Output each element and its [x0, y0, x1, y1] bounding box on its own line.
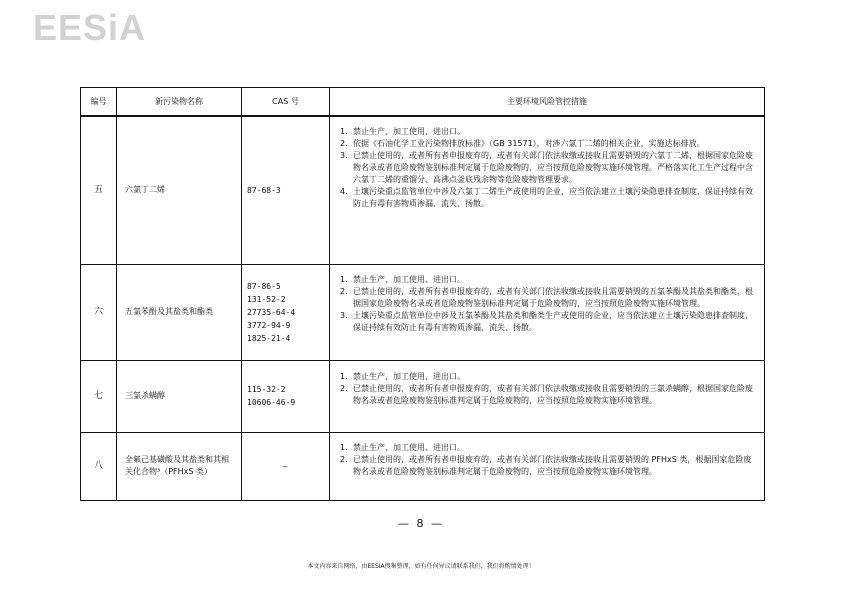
measure-item: 3. 土壤污染重点监管单位中涉及五氯苯酚及其盐类和酯类生产或使用的企业，应当依法建立土壤污染隐患排查制度，保证持续有效防止有毒有害物质渗漏、流失、扬散。: [340, 310, 753, 332]
cas-number: 27735-64-4: [247, 307, 296, 317]
page-number: — 8 —: [398, 517, 444, 530]
measure-item: 1. 禁止生产、加工使用、进出口。: [340, 442, 465, 452]
cas-number: 3772-94-9: [247, 320, 291, 330]
measures-cell: [330, 116, 765, 264]
row-number: 六: [81, 264, 117, 360]
table-header-row: [81, 88, 765, 117]
cas-number: 1825-21-4: [247, 333, 291, 343]
measure-item: 4. 土壤污染重点监管单位中涉及六氯丁二烯生产或使用的企业，应当依法建立土壤污染隐患排查制度，保证持续有效防止有毒有害物质渗漏、流失、扬散。: [340, 187, 753, 208]
measure-item: 2. 已禁止使用的，或者所有者申报废弃的，或者有关部门依法收缴或接收且需要销毁的五氯苯酚及其盐类和酯类，根据国家危险废物名录或者危险废物鉴别标准判定属于危险废物的，应当按照危险废物实施环境管理。: [340, 286, 753, 308]
row-number: 七: [81, 360, 117, 432]
cas-number: 87-68-3: [247, 185, 281, 195]
header-number: 编号: [81, 88, 117, 117]
header-pollutant-name: 新污染物名称: [117, 88, 242, 117]
cas-numbers: [242, 116, 330, 264]
cas-number: —: [282, 461, 288, 471]
table-row: [81, 432, 765, 500]
measure-item: 1. 禁止生产、加工使用、进出口。: [340, 127, 465, 136]
measure-item: 2. 依据《石油化学工业污染物排放标准》（GB 31571），对涉六氯丁二烯的相关企业，实施达标排放。: [340, 139, 705, 148]
measure-item: 3. 已禁止使用的，或者所有者申报废弃的，或者有关部门依法收缴或接收且需要销毁的六氯丁二烯，根据国家危险废物名录或者危险废物鉴别标准判定属于危险废物的，应当按照危险废物实施环境管理。严格落实化工生产过程中含六氯丁二烯的重馏分、高沸点釜底残余物等危险废物管理要求。: [340, 151, 753, 184]
measure-item: 2. 已禁止使用的，或者所有者申报废弃的，或者有关部门依法收缴或接收且需要销毁的三氯杀螨醇，根据国家危险废物名录或者危险废物鉴别标准判定属于危险废物的，应当按照危险废物实施环境管理。: [340, 383, 753, 405]
header-cas: CAS 号: [242, 88, 330, 117]
cas-number: 115-32-2: [247, 385, 286, 394]
table-row: [81, 264, 765, 360]
table-row: [81, 360, 765, 432]
pollutant-name: 三氯杀螨醇: [117, 360, 242, 432]
row-number: 五: [81, 116, 117, 264]
eesia-logo: EESiA: [33, 7, 147, 48]
cas-number: 131-52-2: [247, 294, 286, 304]
pollutant-measures-table: [80, 87, 765, 501]
pollutant-name: 六氯丁二烯: [117, 116, 242, 264]
cas-numbers: [242, 360, 330, 432]
row-number: 八: [81, 432, 117, 500]
measures-cell: [330, 264, 765, 360]
cas-number: 87-86-5: [247, 281, 281, 291]
pollutant-name: 全氟己基磺酸及其盐类和其相关化合物³（PFHxS 类）: [117, 432, 242, 500]
cas-numbers: [242, 432, 330, 500]
pollutant-name: 五氯苯酚及其盐类和酯类: [117, 264, 242, 360]
measure-item: 1. 禁止生产、加工使用、进出口。: [340, 274, 465, 284]
table-row: [81, 116, 765, 264]
measure-item: 1. 禁止生产、加工使用、进出口。: [340, 371, 465, 381]
header-measures: 主要环境风险管控措施: [330, 88, 765, 117]
measure-item: 2. 已禁止使用的，或者所有者申报废弃的，或者有关部门依法收缴或接收且需要销毁的 PFHxS 类，根据国家危险废物名录或者危险废物鉴别标准判定属于危险废物的，应当按照危险废物实施环境管理。: [340, 454, 752, 476]
measures-cell: [330, 360, 765, 432]
cas-number: 10606-46-9: [247, 398, 296, 407]
footer-disclaimer: 本文内容来自网络，由EESIA搜集整理，如有任何异议请联系我们，我们将酌情处理！: [307, 563, 535, 570]
measures-cell: [330, 432, 765, 500]
cas-numbers: [242, 264, 330, 360]
